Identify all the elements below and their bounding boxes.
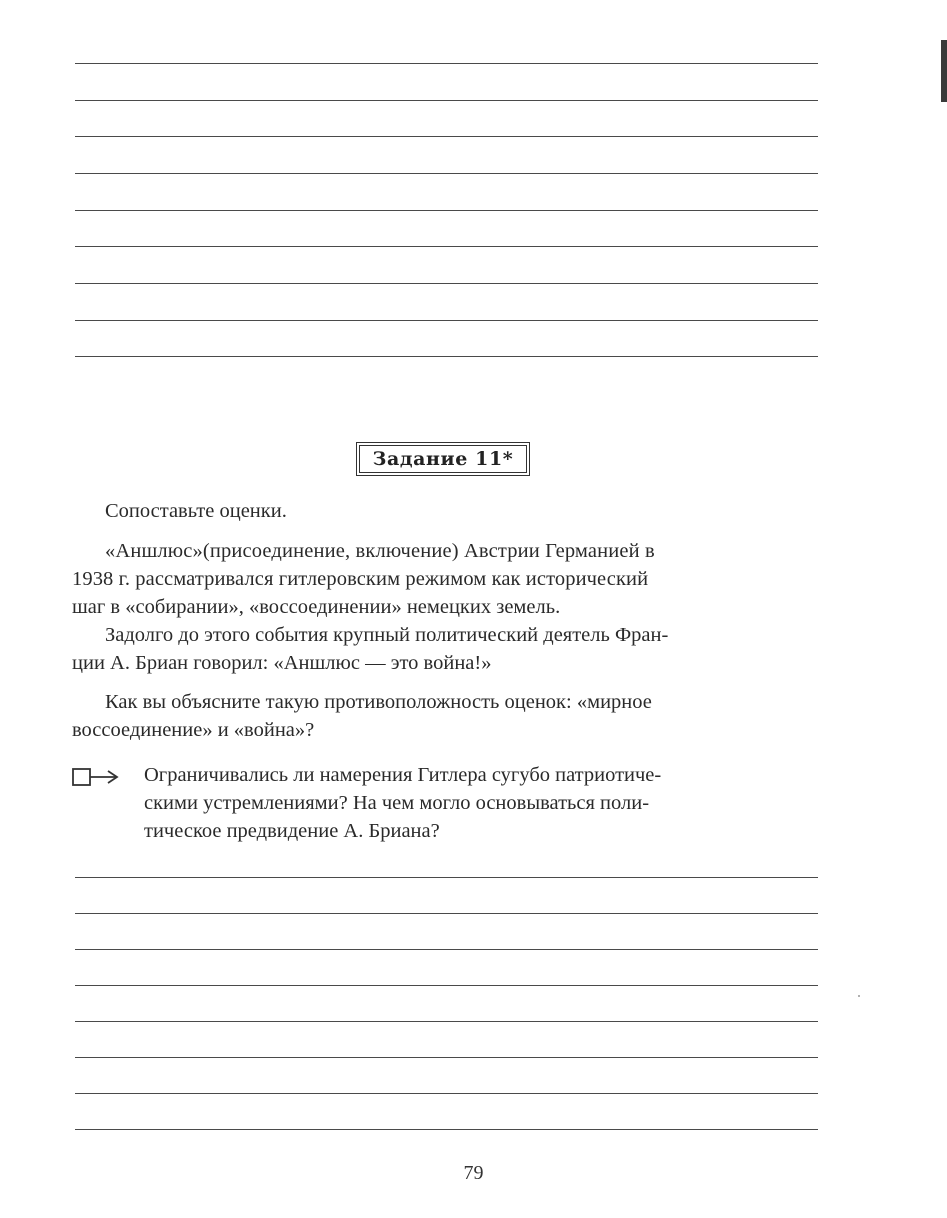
answer-line[interactable] xyxy=(75,173,818,174)
paragraph-anschluss-line-3: шаг в «собирании», «воссоединении» немецких земель. xyxy=(72,596,561,618)
answer-line[interactable] xyxy=(75,246,818,247)
paragraph-briand-line-2: ции А. Бриан говорил: «Аншлюс — это война!» xyxy=(72,652,492,674)
answer-line[interactable] xyxy=(75,913,818,914)
answer-line[interactable] xyxy=(75,283,818,284)
answer-line[interactable] xyxy=(75,1093,818,1094)
answer-line[interactable] xyxy=(75,1021,818,1022)
answer-line[interactable] xyxy=(75,877,818,878)
paragraph-anschluss-line-2: 1938 г. рассматривался гитлеровским режимом как исторический xyxy=(72,568,649,590)
paragraph-anschluss-line-1: «Аншлюс»(присоединение, включение) Австрии Германией в xyxy=(105,540,655,562)
answer-line[interactable] xyxy=(75,136,818,137)
hint-line-3: тическое предвидение А. Бриана? xyxy=(144,820,440,842)
answer-line[interactable] xyxy=(75,100,818,101)
task-title: Задание 11* xyxy=(372,448,514,470)
answer-line[interactable] xyxy=(75,1129,818,1130)
answer-line[interactable] xyxy=(75,985,818,986)
question-line-2: воссоединение» и «война»? xyxy=(72,719,315,741)
answer-line[interactable] xyxy=(75,949,818,950)
page-edge-mark xyxy=(941,40,947,102)
answer-line[interactable] xyxy=(75,63,818,64)
page-number: 79 xyxy=(463,1162,484,1184)
answer-line[interactable] xyxy=(75,1057,818,1058)
question-line-1: Как вы объясните такую противоположность оценок: «мирное xyxy=(105,691,652,713)
paragraph-briand-line-1: Задолго до этого события крупный политический деятель Фран- xyxy=(105,624,669,646)
answer-line[interactable] xyxy=(75,210,818,211)
hint-line-2: скими устремлениями? На чем могло основываться поли- xyxy=(144,792,650,814)
answer-line[interactable] xyxy=(75,356,818,357)
hint-line-1: Ограничивались ли намерения Гитлера сугубо патриотиче- xyxy=(144,764,662,786)
answer-line[interactable] xyxy=(75,320,818,321)
task-title-box xyxy=(356,442,530,476)
scan-speck xyxy=(858,995,860,997)
task-intro: Сопоставьте оценки. xyxy=(105,500,287,522)
hint-arrow-icon xyxy=(72,766,124,788)
